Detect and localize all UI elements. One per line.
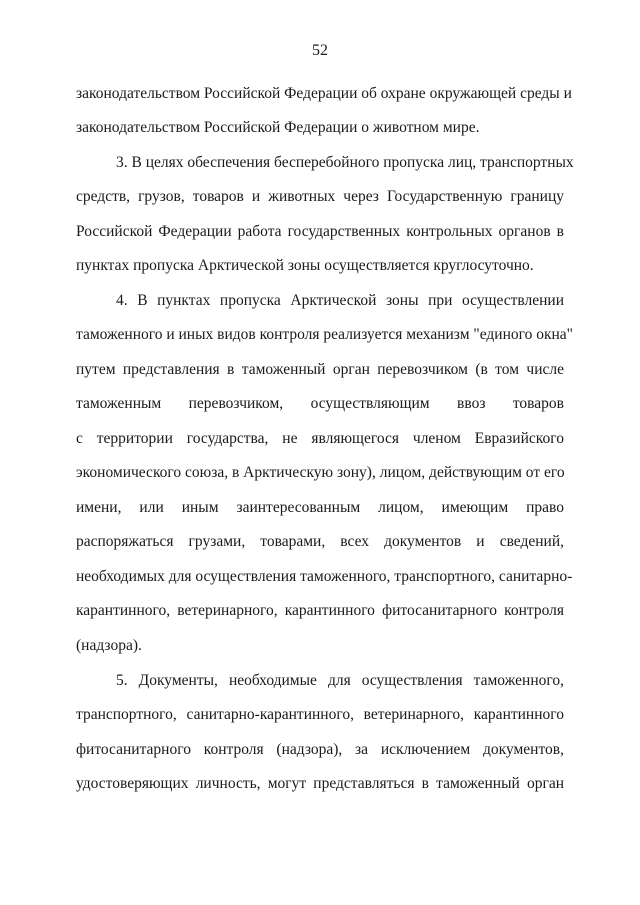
text-line: таможенного и иных видов контроля реализуется механизм "единого окна" <box>76 326 573 343</box>
text-line: пунктах пропуска Арктической зоны осуществляется круглосуточно. <box>76 257 534 274</box>
text-line: средств, грузов, товаров и животных через Государственную границу <box>76 188 564 205</box>
text-line: удостоверяющих личность, могут представляться в таможенный орган <box>76 775 564 792</box>
text-line: законодательством Российской Федерации о животном мире. <box>76 119 480 136</box>
paragraph-5-first-line: 5. Документы, необходимые для осуществления таможенного, <box>116 672 564 689</box>
text-line: необходимых для осуществления таможенного, транспортного, санитарно- <box>76 568 573 585</box>
paragraph-3-first-line: 3. В целях обеспечения бесперебойного пропуска лиц, транспортных <box>116 154 574 171</box>
paragraph-4-first-line: 4. В пунктах пропуска Арктической зоны при осуществлении <box>116 292 564 309</box>
text-line: Российской Федерации работа государственных контрольных органов в <box>76 223 564 240</box>
text-line: таможенным перевозчиком, осуществляющим ввоз товаров <box>76 395 564 412</box>
text-line: фитосанитарного контроля (надзора), за исключением документов, <box>76 741 564 758</box>
text-line: (надзора). <box>76 637 142 654</box>
text-line: законодательством Российской Федерации об охране окружающей среды и <box>76 85 572 102</box>
page-number: 52 <box>312 42 328 59</box>
text-line: с территории государства, не являющегося членом Евразийского <box>76 430 564 447</box>
text-line: карантинного, ветеринарного, карантинного фитосанитарного контроля <box>76 602 564 619</box>
text-line: транспортного, санитарно-карантинного, ветеринарного, карантинного <box>76 706 564 723</box>
text-line: путем представления в таможенный орган перевозчиком (в том числе <box>76 361 564 378</box>
text-line: имени, или иным заинтересованным лицом, имеющим право <box>76 499 564 516</box>
text-line: экономического союза, в Арктическую зону), лицом, действующим от его <box>76 464 565 481</box>
text-line: распоряжаться грузами, товарами, всех документов и сведений, <box>76 533 564 550</box>
